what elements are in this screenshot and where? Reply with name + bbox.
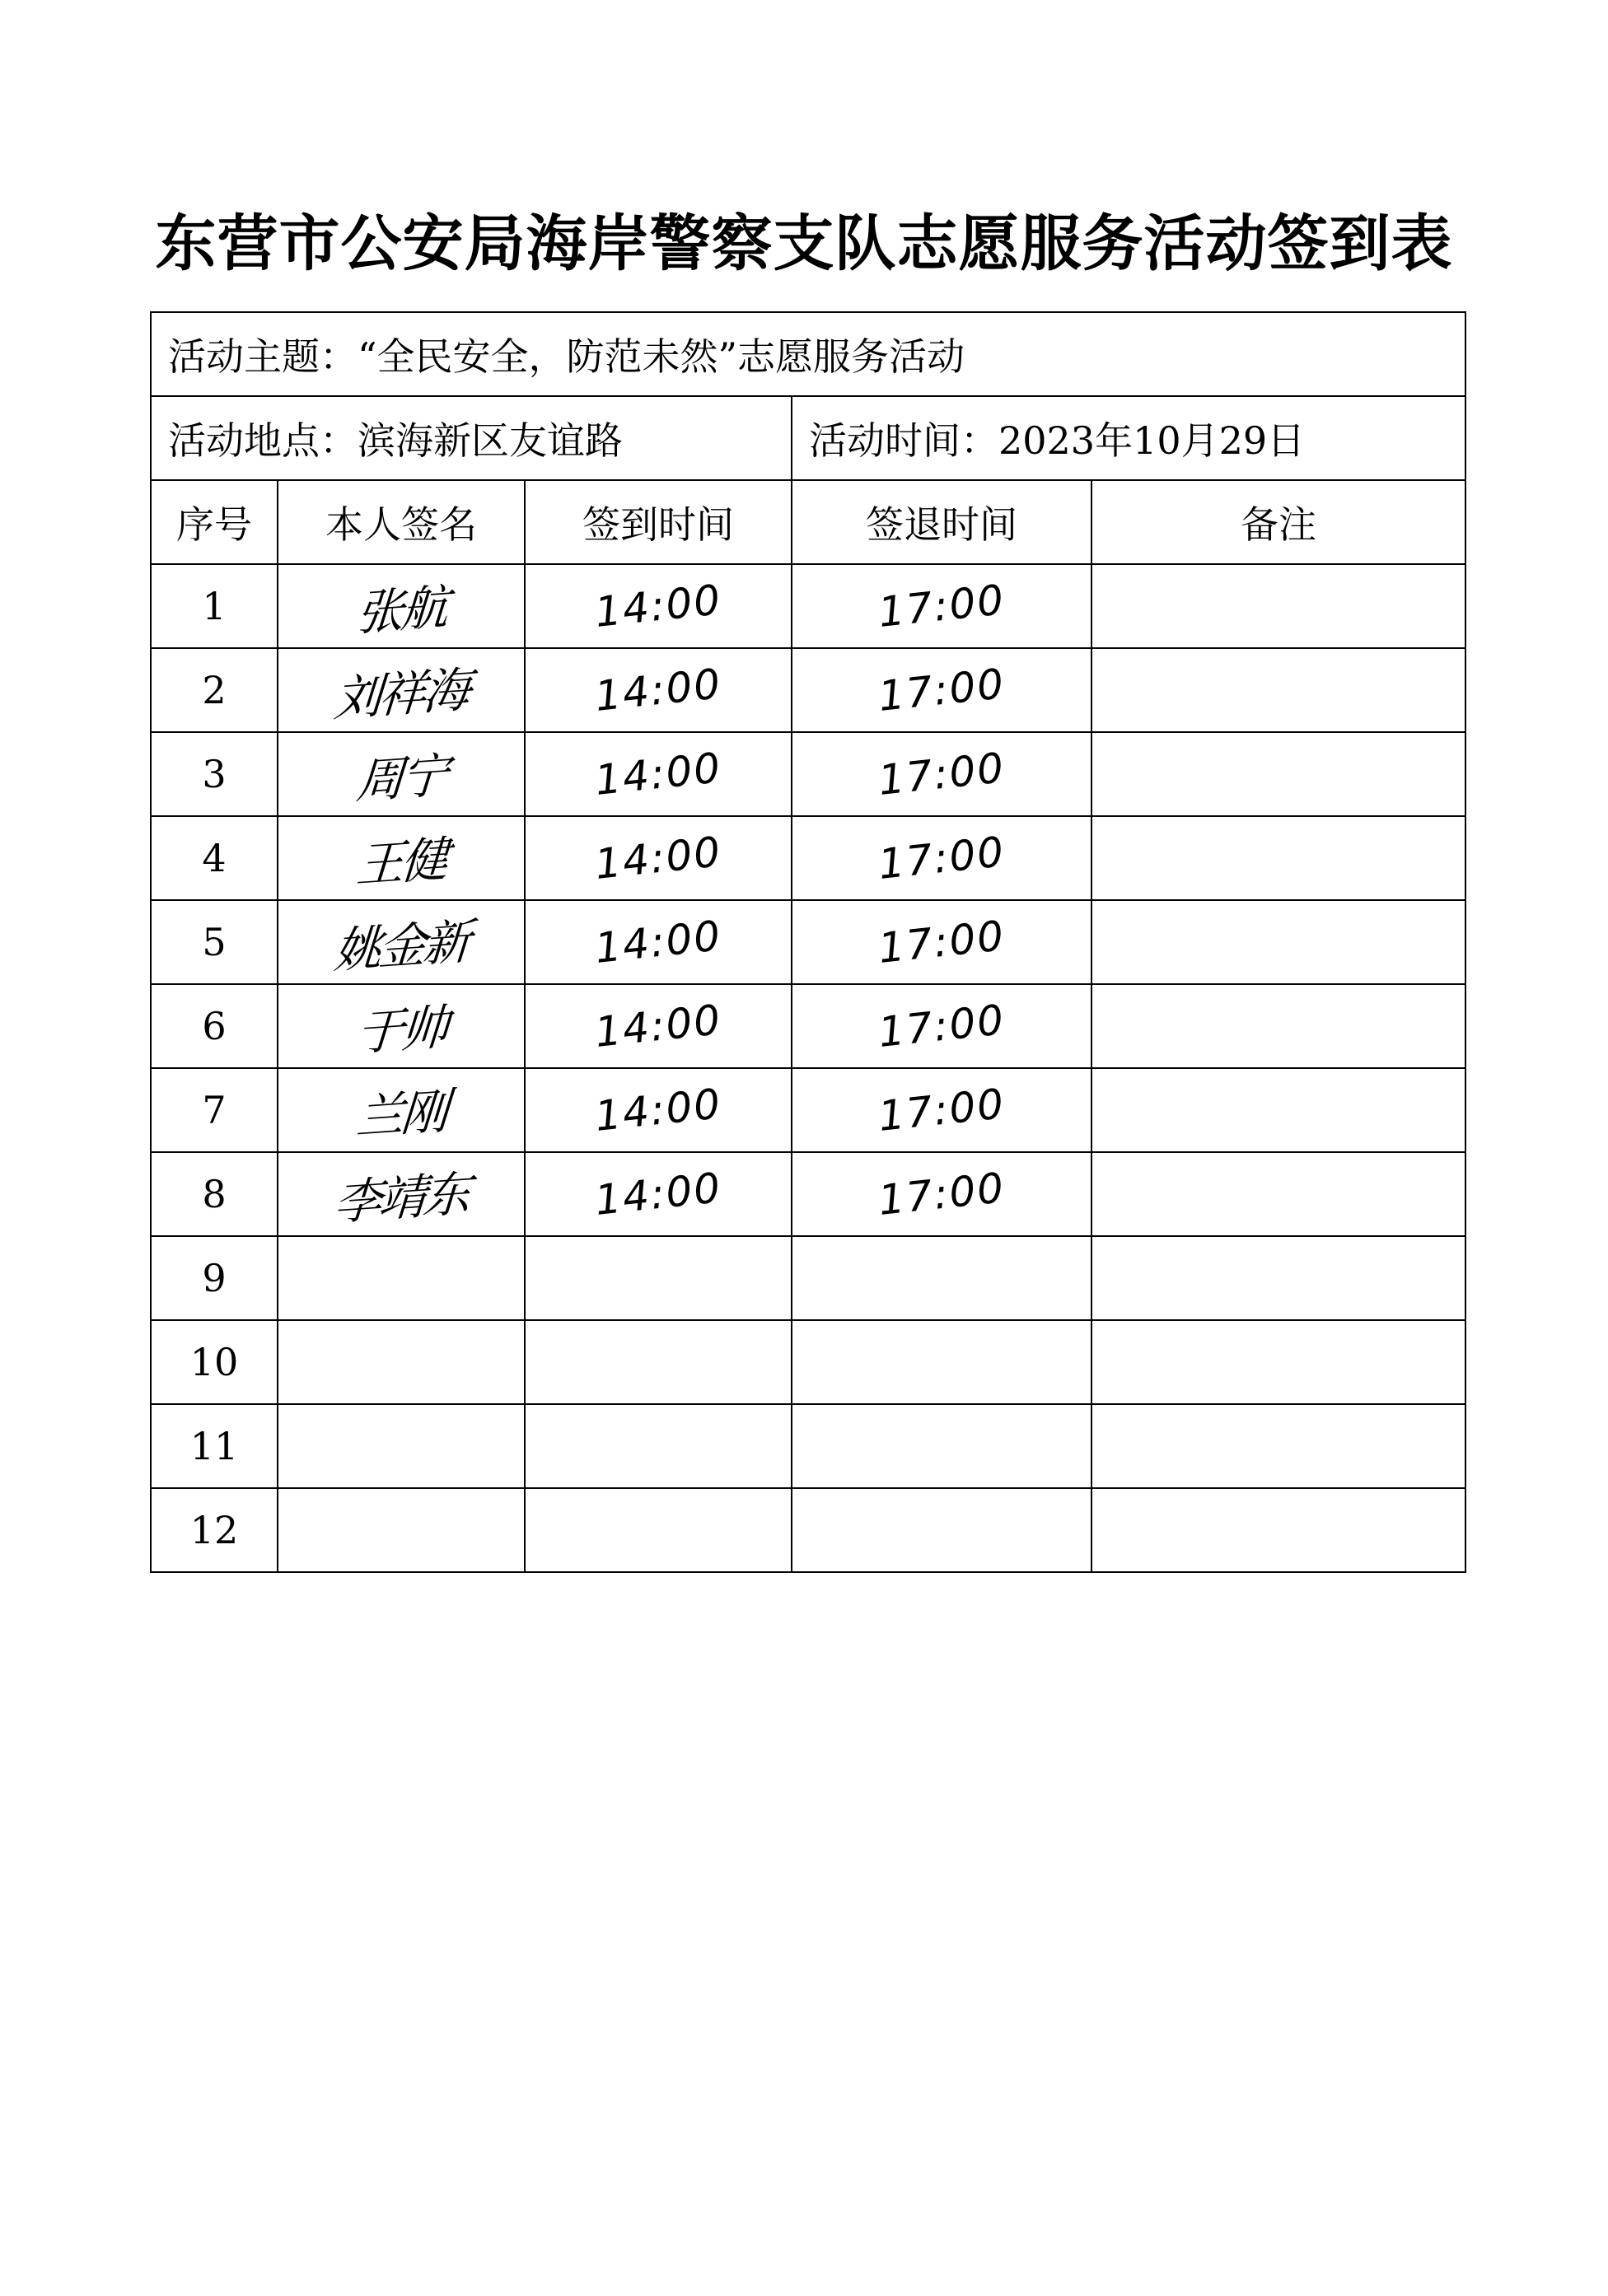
theme-row (151, 312, 1465, 396)
row-checkin-time-cell (525, 648, 792, 732)
row-remark (1091, 648, 1465, 732)
activity-theme: 活动主题：“全民安全，防范未然”志愿服务活动 (151, 312, 1465, 396)
header-checkin: 签到时间 (525, 480, 792, 564)
row-checkout-time-cell (792, 1320, 1091, 1404)
row-checkout-time: 17:00 (876, 1164, 1007, 1225)
row-seq: 1 (151, 564, 278, 648)
row-seq: 3 (151, 732, 278, 816)
row-checkin-time-cell (525, 1152, 792, 1236)
row-checkout-time-cell (792, 648, 1091, 732)
row-signature-cell (278, 1068, 525, 1152)
row-checkout-time-cell (792, 1404, 1091, 1488)
header-name: 本人签名 (278, 480, 525, 564)
row-checkin-time-cell (525, 1404, 792, 1488)
row-remark (1091, 564, 1465, 648)
page-title: 东营市公安局海岸警察支队志愿服务活动签到表 (155, 208, 1453, 279)
row-checkout-time-cell (792, 1152, 1091, 1236)
row-checkout-time: 17:00 (876, 744, 1007, 805)
row-checkout-time-cell (792, 1068, 1091, 1152)
sign-in-table (150, 311, 1466, 1573)
row-remark (1091, 1236, 1465, 1320)
row-signature-cell (278, 732, 525, 816)
row-signature: 张航 (354, 579, 447, 642)
row-checkin-time-cell (525, 732, 792, 816)
row-remark (1091, 900, 1465, 984)
header-checkout: 签退时间 (792, 480, 1091, 564)
activity-location: 活动地点：滨海新区友谊路 (151, 396, 792, 480)
row-checkout-time-cell (792, 564, 1091, 648)
activity-time: 活动时间：2023年10月29日 (792, 396, 1465, 480)
row-remark (1091, 1404, 1465, 1488)
row-checkin-time-cell (525, 564, 792, 648)
row-seq: 6 (151, 984, 278, 1068)
row-signature-cell (278, 984, 525, 1068)
table-row (151, 648, 1465, 732)
row-checkout-time-cell (792, 732, 1091, 816)
row-signature: 姚金新 (332, 913, 470, 979)
row-seq: 8 (151, 1152, 278, 1236)
table-row (151, 564, 1465, 648)
row-seq: 9 (151, 1236, 278, 1320)
table-row (151, 1404, 1465, 1488)
header-seq: 序号 (151, 480, 278, 564)
row-checkin-time-cell (525, 900, 792, 984)
row-checkin-time: 14:00 (592, 828, 724, 889)
table-row (151, 1488, 1465, 1572)
table-row (151, 984, 1465, 1068)
row-remark (1091, 1068, 1465, 1152)
table-row (151, 1068, 1465, 1152)
row-seq: 4 (151, 816, 278, 900)
row-remark (1091, 1488, 1465, 1572)
row-checkout-time: 17:00 (876, 660, 1007, 721)
row-seq: 7 (151, 1068, 278, 1152)
row-signature-cell (278, 1152, 525, 1236)
row-checkin-time: 14:00 (592, 1080, 724, 1141)
row-checkin-time: 14:00 (592, 1164, 724, 1225)
row-checkout-time-cell (792, 984, 1091, 1068)
row-signature-cell (278, 1404, 525, 1488)
row-seq: 5 (151, 900, 278, 984)
row-checkout-time-cell (792, 816, 1091, 900)
header-remark: 备注 (1091, 480, 1465, 564)
row-signature: 于帅 (354, 999, 447, 1062)
row-checkin-time-cell (525, 1320, 792, 1404)
row-signature-cell (278, 564, 525, 648)
row-signature: 刘祥海 (332, 661, 470, 727)
row-remark (1091, 732, 1465, 816)
row-checkout-time-cell (792, 1488, 1091, 1572)
row-checkout-time: 17:00 (876, 912, 1007, 973)
row-signature-cell (278, 900, 525, 984)
table-row (151, 1320, 1465, 1404)
row-signature: 周宁 (354, 747, 447, 810)
row-signature-cell (278, 648, 525, 732)
row-checkin-time: 14:00 (592, 996, 724, 1057)
row-signature-cell (278, 1236, 525, 1320)
table-row (151, 1236, 1465, 1320)
row-checkout-time: 17:00 (876, 576, 1007, 637)
row-checkout-time: 17:00 (876, 828, 1007, 889)
location-time-row (151, 396, 1465, 480)
row-checkout-time-cell (792, 1236, 1091, 1320)
row-seq: 11 (151, 1404, 278, 1488)
row-checkin-time: 14:00 (592, 576, 724, 637)
row-remark (1091, 984, 1465, 1068)
row-remark (1091, 1152, 1465, 1236)
row-checkin-time-cell (525, 1488, 792, 1572)
row-checkout-time: 17:00 (876, 1080, 1007, 1141)
table-row (151, 1152, 1465, 1236)
row-checkin-time-cell (525, 1236, 792, 1320)
row-checkout-time: 17:00 (876, 996, 1007, 1057)
row-checkin-time-cell (525, 816, 792, 900)
row-signature: 李靖东 (332, 1165, 470, 1231)
row-signature: 兰刚 (354, 1083, 447, 1146)
table-row (151, 732, 1465, 816)
row-remark (1091, 1320, 1465, 1404)
row-checkout-time-cell (792, 900, 1091, 984)
row-seq: 2 (151, 648, 278, 732)
row-signature-cell (278, 1488, 525, 1572)
row-signature-cell (278, 816, 525, 900)
row-checkin-time-cell (525, 984, 792, 1068)
row-remark (1091, 816, 1465, 900)
row-checkin-time-cell (525, 1068, 792, 1152)
row-checkin-time: 14:00 (592, 744, 724, 805)
table-row (151, 900, 1465, 984)
row-checkin-time: 14:00 (592, 912, 724, 973)
row-checkin-time: 14:00 (592, 660, 724, 721)
table-row (151, 816, 1465, 900)
row-seq: 10 (151, 1320, 278, 1404)
header-row (151, 480, 1465, 564)
row-signature-cell (278, 1320, 525, 1404)
row-signature: 王健 (354, 831, 447, 894)
row-seq: 12 (151, 1488, 278, 1572)
